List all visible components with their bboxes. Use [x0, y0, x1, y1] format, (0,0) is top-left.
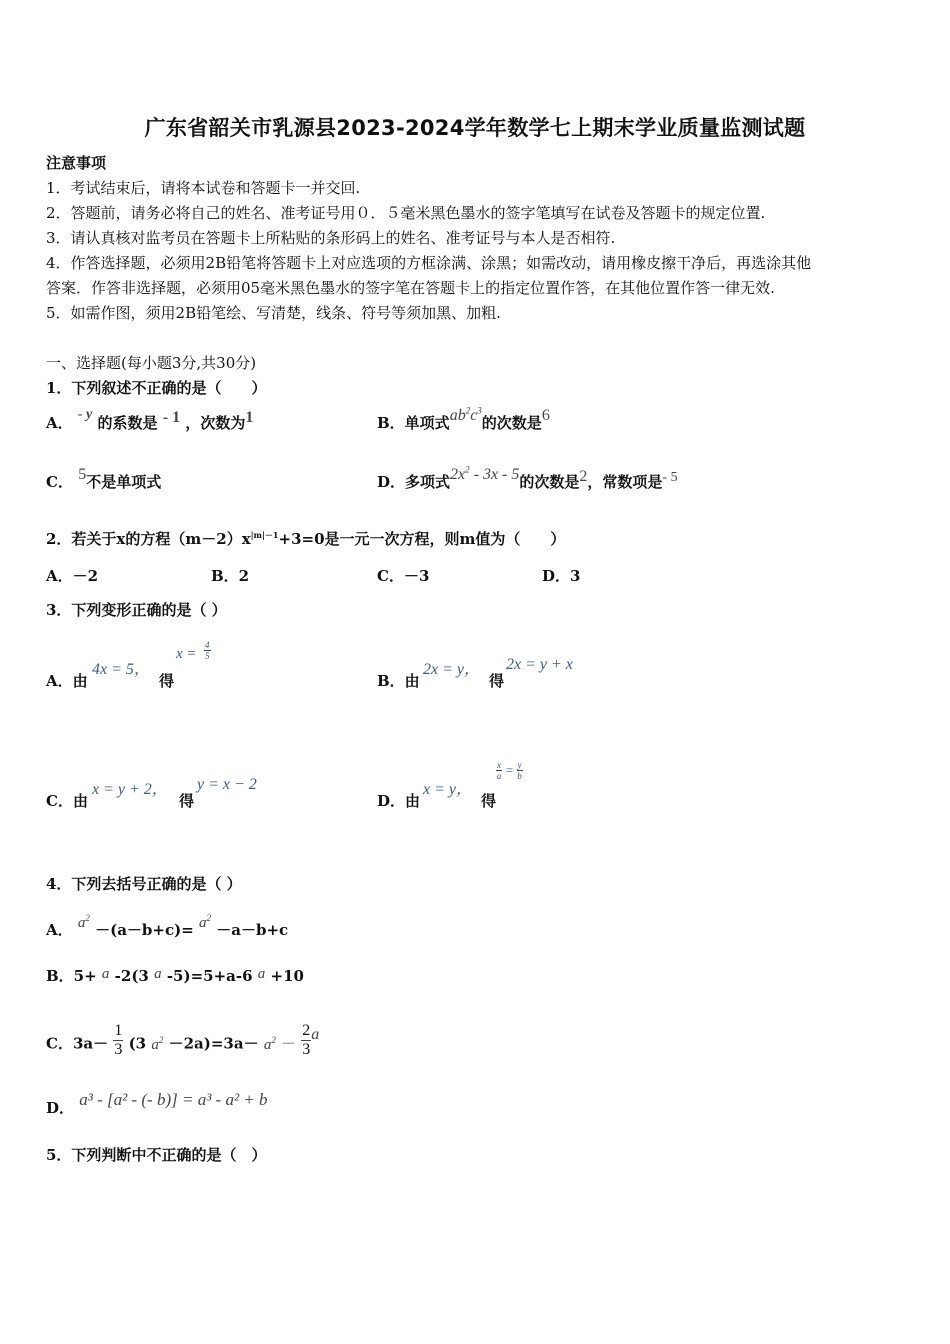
option-text: 得: [489, 672, 505, 690]
option-text: 得: [481, 792, 497, 810]
q1-option-b: [377, 405, 550, 433]
math-expr: a: [311, 1025, 320, 1043]
option-label: B．单项式: [377, 414, 450, 432]
option-text: ，次数为: [185, 414, 246, 432]
notice-item: 1．考试结束后，请将本试卷和答题卡一并交回.: [46, 179, 361, 197]
q3-option-c-label: C．由: [46, 792, 88, 810]
q2-option-a: A．－2: [46, 567, 99, 585]
option-text: 得: [159, 672, 175, 690]
section-heading: 一、选择题(每小题3分,共30分): [46, 354, 257, 372]
notice-item: 2．答题前，请务必将自己的姓名、准考证号用０．５毫米黑色墨水的签字笔填写在试卷及答题卡的规定位置.: [46, 204, 766, 222]
question-1-stem: 1．下列叙述不正确的是（ ）: [46, 379, 267, 397]
math-expr: a: [154, 966, 162, 982]
q2-option-c: C．－3: [377, 567, 430, 585]
q4-option-a: [46, 913, 289, 940]
option-label: D．多项式: [377, 473, 451, 491]
math-expr: x = y + 2，: [92, 781, 168, 798]
option-label: A．: [46, 414, 73, 432]
fraction: $\frac{4}{5}$: [205, 640, 210, 661]
option-text: －a－b+c: [216, 921, 289, 939]
notice-item: 5．如需作图，须用2B铅笔绘、写清楚，线条、符号等须加黑、加粗.: [46, 304, 501, 322]
option-text: 得: [179, 792, 195, 810]
option-text: －2a)=3a－: [168, 1034, 259, 1053]
q2-option-d: D．3: [542, 567, 581, 585]
math-expr: x = y，: [423, 781, 473, 798]
option-text: 的次数是: [481, 414, 542, 432]
math-expr: x =: [176, 646, 197, 662]
q3-option-d-label: D．由: [377, 792, 421, 810]
fraction: $\frac{2}{3}$: [302, 1022, 311, 1058]
question-5-stem: 5．下列判断中不正确的是（ ）: [46, 1146, 267, 1164]
option-label: C．3a－: [46, 1034, 109, 1053]
math-expr: $a^2$: [77, 913, 90, 931]
math-expr: - y: [77, 407, 93, 422]
notice-item: 3．请认真核对监考员在答题卡上所粘贴的条形码上的姓名、准考证号与本人是否相符.: [46, 229, 616, 247]
math-expr: a: [101, 966, 110, 982]
q3-option-b-label: B．由: [377, 672, 420, 690]
question-2-stem: 2．若关于x的方程$(m-2)x^{|m|-1}+3=0$是一元一次方程，则m值为（ ）: [46, 530, 566, 548]
math-expr: a: [257, 966, 266, 982]
option-text: －(a－b+c)=: [95, 921, 194, 939]
math-expr: $a^2$: [263, 1034, 276, 1053]
math-expr: 2x = y，: [423, 661, 481, 678]
math-expr: $ab^2c^3$: [449, 405, 482, 424]
option-label: A．: [46, 921, 73, 939]
question-4-stem: 4．下列去括号正确的是（ ）: [46, 875, 242, 893]
notice-item: 答案．作答非选择题，必须用05毫米黑色墨水的签字笔在答题卡上的指定位置作答，在其他位置作答一律无效.: [46, 279, 775, 297]
math-expr: - 1: [162, 409, 181, 426]
option-text: 不是单项式: [86, 473, 162, 491]
q1-option-d: [377, 464, 678, 492]
math-expr: $a^2$: [199, 913, 212, 931]
option-label: D．: [46, 1099, 75, 1117]
notice-heading: 注意事项: [46, 154, 107, 172]
math-expr: 2x = y + x: [506, 656, 573, 673]
option-label: C．: [46, 473, 73, 491]
option-text: -2(3: [114, 967, 149, 985]
option-text: +10: [270, 967, 304, 985]
question-3-stem: 3．下列变形正确的是（ ）: [46, 601, 227, 619]
q1-option-a: [46, 407, 254, 433]
q3-option-a-label: A．由: [46, 672, 88, 690]
math-expr: a³ - [a² - (- b)] = a³ - a² + b: [79, 1090, 268, 1109]
math-expr: 2: [579, 468, 588, 485]
math-expr: 6: [541, 407, 550, 424]
option-label: B．5+: [46, 967, 97, 985]
math-expr: 5: [78, 466, 87, 483]
q1-option-c: [46, 466, 162, 492]
option-text: －: [281, 1036, 297, 1053]
fraction-equation: $\frac{x}{a}$ = $\frac{y}{b}$: [496, 760, 522, 781]
math-expr: - 5: [662, 470, 678, 485]
math-expr: 4x = 5，: [92, 661, 150, 678]
q4-option-d: [46, 1090, 268, 1118]
q2-option-b: B．2: [211, 567, 250, 585]
option-text: 的次数是: [519, 473, 580, 491]
page-title: 广东省韶关市乳源县2023-2024学年数学七上期末学业质量监测试题: [144, 116, 806, 140]
math-expr: y = x − 2: [197, 776, 257, 793]
notice-item: 4．作答选择题，必须用2B铅笔将答题卡上对应选项的方框涂满、涂黑；如需改动，请用橡皮擦干净后，再选涂其他: [46, 254, 812, 272]
option-text: ，常数项是: [587, 473, 663, 491]
option-text: -5)=5+a-6: [166, 967, 253, 985]
option-text: 的系数是: [97, 414, 158, 432]
fraction: $\frac{1}{3}$: [114, 1022, 123, 1058]
math-expr: 1: [245, 409, 254, 426]
math-expr: $a^2$: [151, 1034, 164, 1053]
q4-option-c: [46, 1022, 320, 1063]
option-text: (3: [128, 1034, 147, 1053]
math-expr: $2x^2 - 3x - 5$: [450, 464, 520, 483]
q4-option-b: [46, 965, 304, 986]
